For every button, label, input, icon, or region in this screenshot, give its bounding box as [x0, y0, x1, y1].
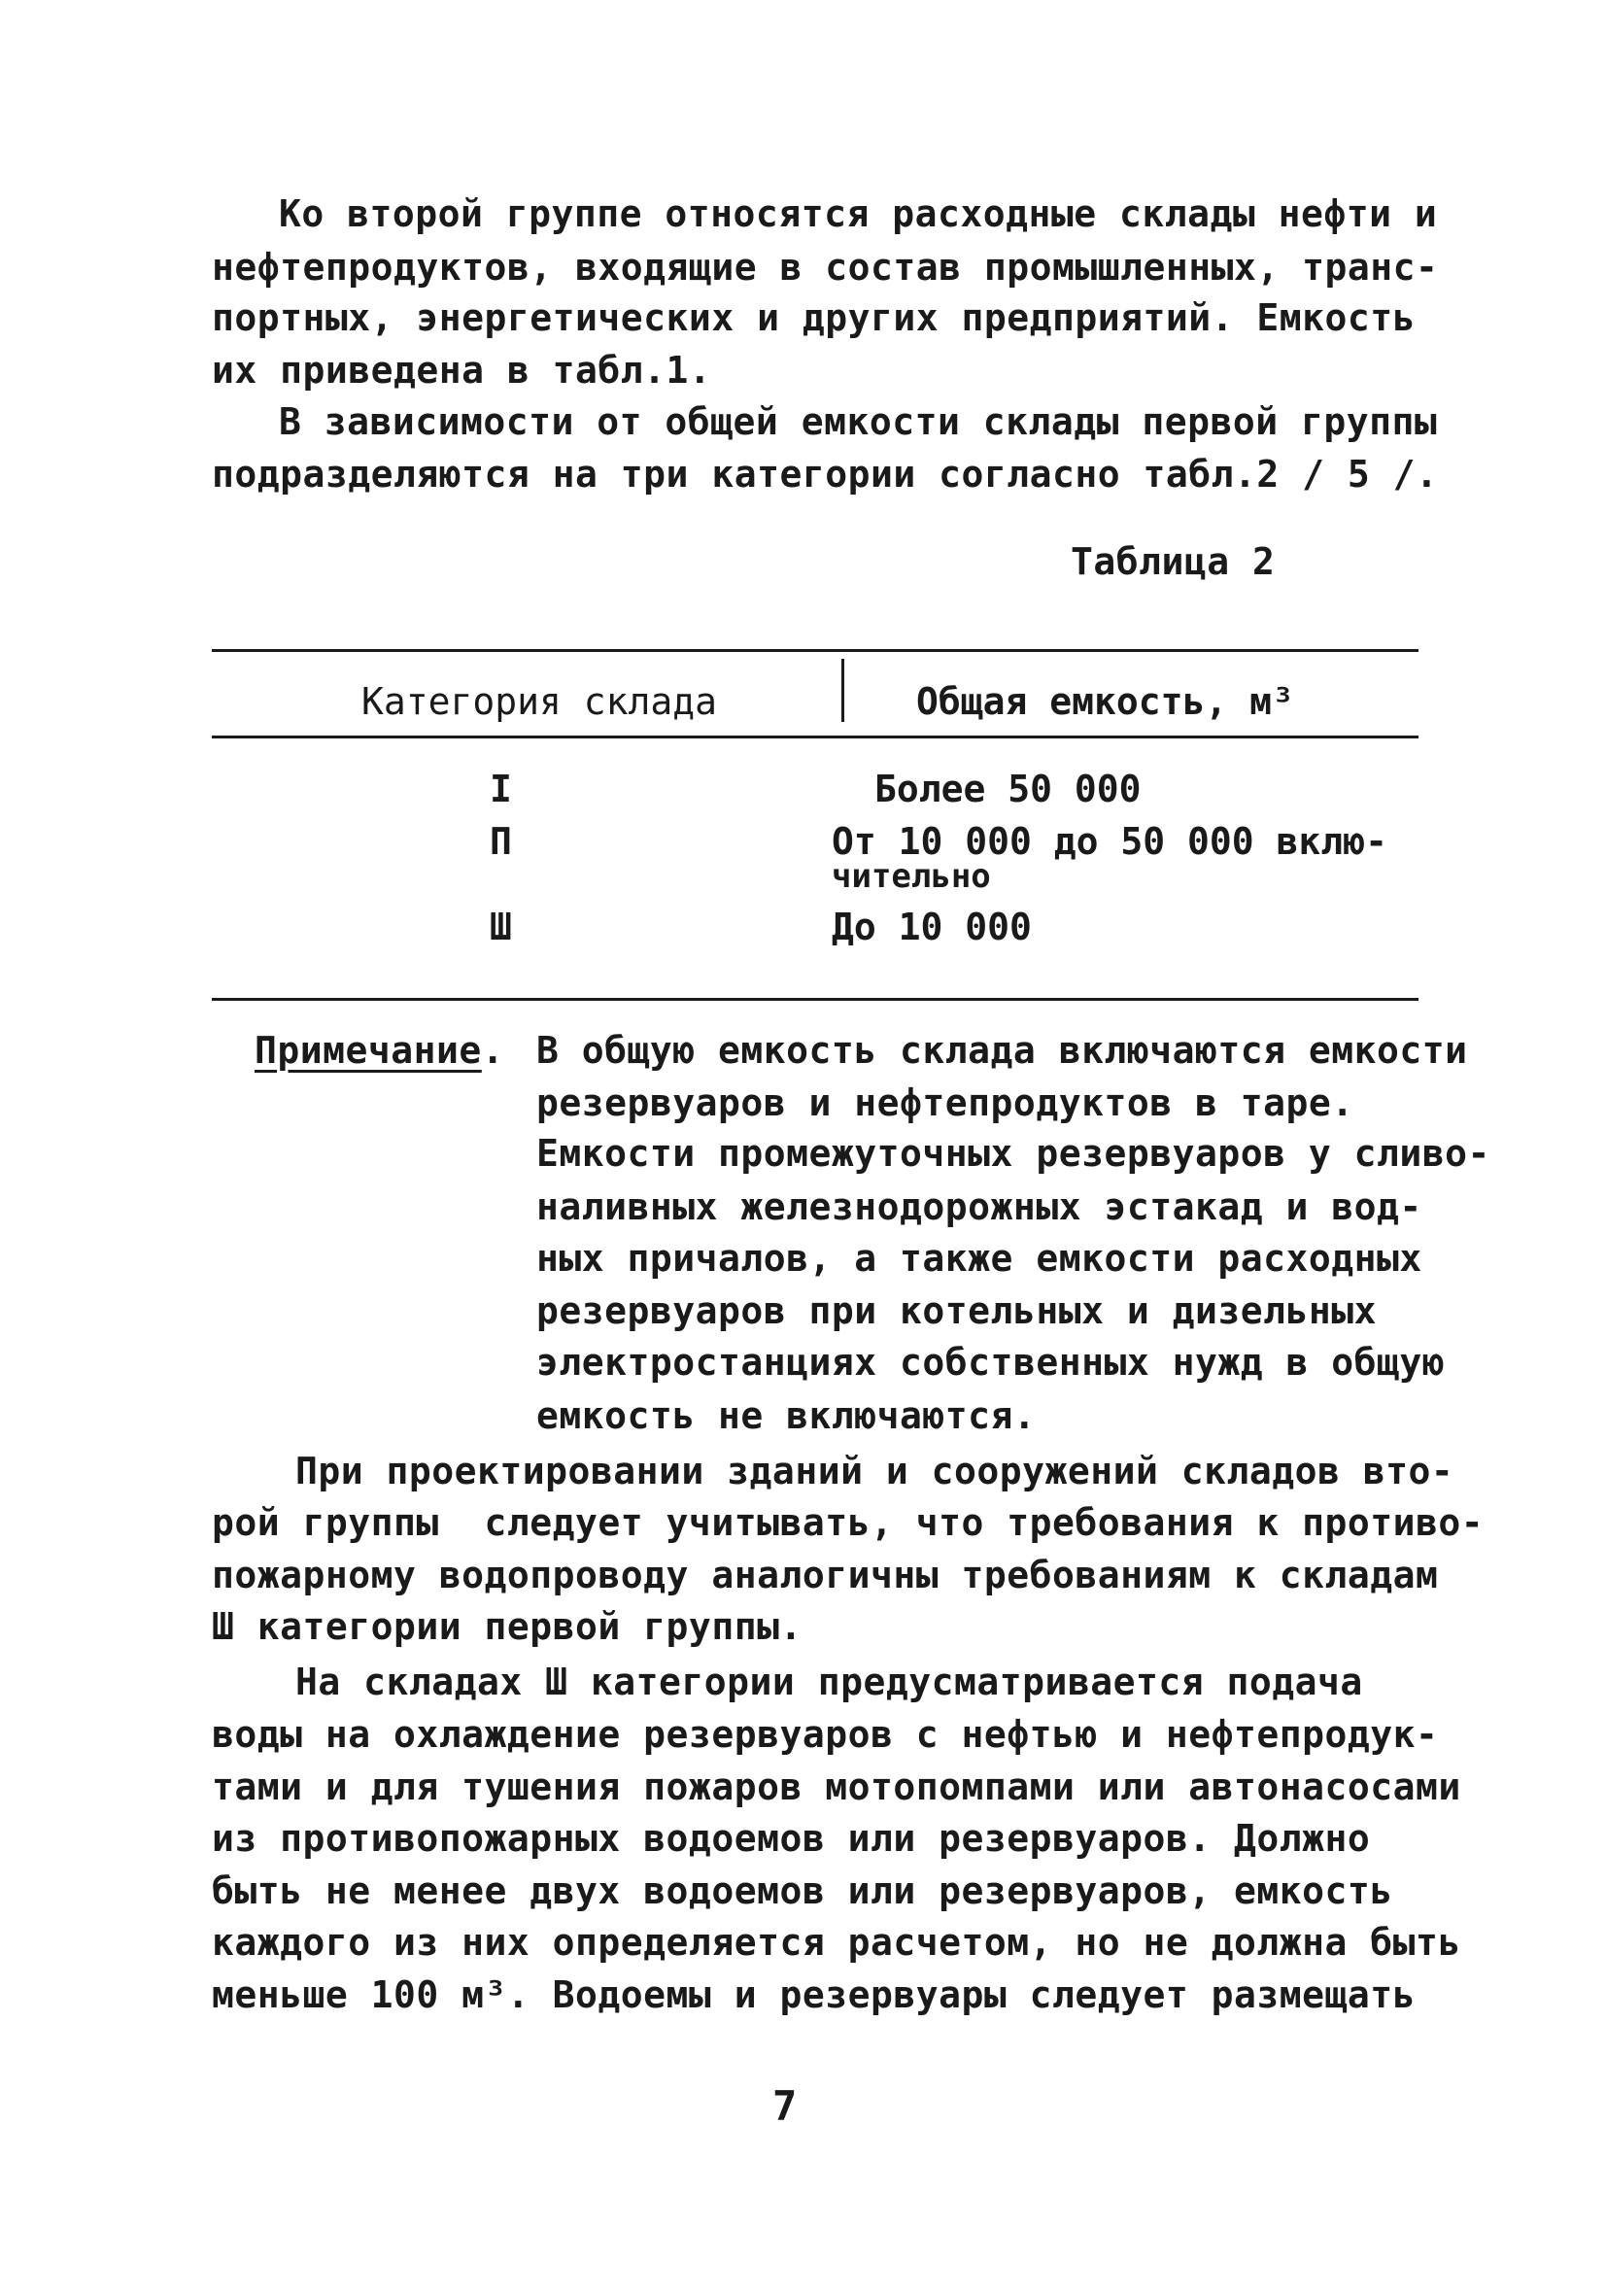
table-column-divider — [841, 659, 844, 722]
table-cell-category: Ш — [490, 906, 512, 948]
table-cell-capacity: До 10 000 — [832, 906, 1032, 948]
paragraph1-line: их приведена в табл.1. — [212, 349, 712, 392]
note-line: наливных железнодорожных эстакад и вод- — [536, 1185, 1422, 1228]
note-line: емкость не включаются. — [536, 1394, 1037, 1437]
paragraph4-line: тами и для тушения пожаров мотопомпами или автонасосами — [212, 1765, 1461, 1808]
table-cell-capacity-continued: чительно — [832, 857, 991, 896]
table-header-category: Категория склада — [361, 680, 718, 723]
paragraph4-line: меньше 100 м³. Водоемы и резервуары следует размещать — [212, 1973, 1417, 2016]
paragraph2-line: подразделяются на три категории согласно табл.2 / 5 /. — [212, 453, 1439, 496]
table-cell-capacity: Более 50 000 — [874, 768, 1142, 810]
table-cell-category: I — [490, 768, 512, 810]
paragraph3-line: пожарному водопроводу аналогичны требованиям к складам — [212, 1554, 1439, 1596]
paragraph4-line: быть не менее двух водоемов или резервуаров, емкость — [212, 1869, 1393, 1912]
table-caption: Таблица 2 — [1071, 540, 1276, 583]
note-label — [255, 1027, 504, 1074]
note-line: Емкости промежуточных резервуаров у сливо- — [536, 1132, 1490, 1175]
paragraph4-line: каждого из них определяется расчетом, но не должна быть — [212, 1921, 1461, 1964]
note-line: резервуаров и нефтепродуктов в таре. — [536, 1081, 1354, 1124]
table-bottom-rule — [212, 998, 1418, 1001]
note-line: резервуаров при котельных и дизельных — [536, 1289, 1377, 1332]
table-top-rule — [212, 649, 1418, 652]
note-line: ных причалов, а также емкости расходных — [536, 1237, 1422, 1280]
table-header-capacity: Общая емкость, м³ — [916, 680, 1294, 723]
paragraph3-line: рой группы следует учитывать, что требования к противо- — [212, 1501, 1485, 1544]
paragraph4-line: из противопожарных водоемов или резервуаров. Должно — [212, 1817, 1371, 1860]
note-label-text: Примечание — [255, 1029, 482, 1072]
note-line: В общую емкость склада включаются емкости — [536, 1029, 1468, 1072]
paragraph1-line: Ко второй группе относятся расходные склады нефти и — [279, 192, 1438, 235]
paragraph3-line: При проектировании зданий и сооружений складов вто- — [295, 1450, 1454, 1492]
paragraph3-line: Ш категории первой группы. — [212, 1605, 803, 1648]
note-label-suffix: . — [481, 1029, 505, 1072]
paragraph4-line: воды на охлаждение резервуаров с нефтью и нефтепродук- — [212, 1713, 1439, 1756]
paragraph1-line: портных, энергетических и других предприятий. Емкость — [212, 296, 1417, 339]
table-header-rule — [212, 736, 1418, 738]
table-cell-capacity: От 10 000 до 50 000 вклю- — [832, 820, 1387, 863]
paragraph4-line: На складах Ш категории предусматривается подача — [295, 1661, 1363, 1703]
note-line: электростанциях собственных нужд в общую — [536, 1341, 1446, 1384]
paragraph2-line: В зависимости от общей емкости склады первой группы — [279, 400, 1438, 443]
table-cell-category: П — [490, 820, 512, 863]
page-number: 7 — [772, 2082, 798, 2130]
paragraph1-line: нефтепродуктов, входящие в состав промышленных, транс- — [212, 246, 1439, 289]
